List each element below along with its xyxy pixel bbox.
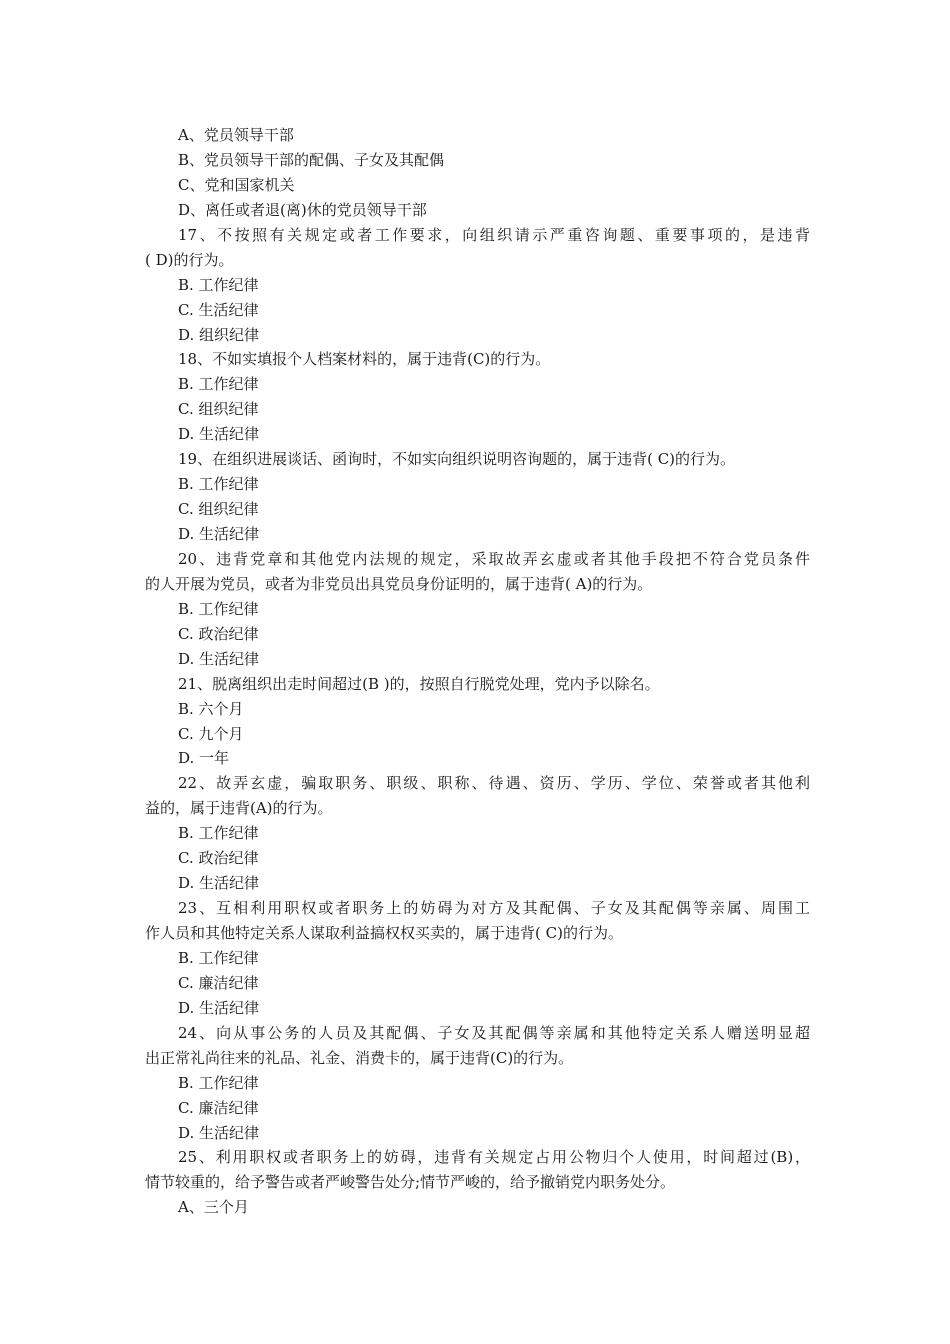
answer-option: B. 工作纪律: [178, 824, 259, 843]
question-continuation: 情节较重的，给予警告或者严峻警告处分;情节严峻的，给予撤销党内职务处分。: [145, 1173, 676, 1192]
answer-option: B. 工作纪律: [178, 475, 259, 494]
answer-option: D. 生活纪律: [178, 998, 260, 1017]
answer-option: D. 生活纪律: [178, 874, 260, 893]
answer-option: D. 一年: [178, 749, 230, 768]
answer-option: B. 工作纪律: [178, 599, 259, 618]
question-line: 17、不按照有关规定或者工作要求，向组织请示严重咨询题、重要事项的，是违背: [178, 225, 810, 244]
question-line: 23、互相利用职权或者职务上的妨碍为对方及其配偶、子女及其配偶等亲属、周围工: [178, 899, 810, 918]
answer-option: B. 工作纪律: [178, 1073, 259, 1092]
answer-option: C. 政治纪律: [178, 624, 259, 643]
answer-option: D. 生活纪律: [178, 649, 260, 668]
answer-option: C. 组织纪律: [178, 500, 259, 519]
question-line: 25、利用职权或者职务上的妨碍，违背有关规定占用公物归个人使用，时间超过(B)，: [178, 1148, 810, 1167]
answer-option: C. 政治纪律: [178, 849, 259, 868]
answer-option: D. 生活纪律: [178, 525, 260, 543]
answer-option: C. 组织纪律: [178, 400, 259, 419]
answer-option: C. 廉洁纪律: [178, 973, 259, 992]
question-line: 19、在组织进展谈话、函询时，不如实向组织说明咨询题的，属于违背( C)的行为。: [178, 450, 736, 469]
answer-option: B. 工作纪律: [178, 375, 259, 394]
answer-option: B. 六个月: [178, 699, 244, 718]
question-line: 24、向从事公务的人员及其配偶、子女及其配偶等亲属和其他特定关系人赠送明显超: [178, 1023, 810, 1042]
question-continuation: 益的，属于违背(A)的行为。: [145, 799, 333, 818]
answer-option: D. 组织纪律: [178, 325, 260, 344]
answer-option: C. 生活纪律: [178, 300, 259, 319]
answer-option: B. 工作纪律: [178, 948, 259, 967]
question-line: 21、脱离组织出走时间超过(B )的，按照自行脱党处理，党内予以除名。: [178, 674, 660, 693]
answer-option: D. 生活纪律: [178, 425, 260, 444]
answer-option: B. 工作纪律: [178, 275, 259, 294]
question-continuation: 出正常礼尚往来的礼品、礼金、消费卡的，属于违背(C)的行为。: [145, 1048, 574, 1067]
answer-option: C. 九个月: [178, 724, 244, 743]
answer-option: D、离任或者退(离)休的党员领导干部: [178, 200, 427, 219]
answer-option: C、党和国家机关: [178, 175, 295, 194]
question-continuation: 的人开展为党员，或者为非党员出具党员身份证明的，属于违背( A)的行为。: [145, 574, 653, 593]
question-line: 20、违背党章和其他党内法规的规定，采取故弄玄虚或者其他手段把不符合党员条件: [178, 549, 810, 568]
answer-option: B、党员领导干部的配偶、子女及其配偶: [178, 150, 445, 169]
answer-option: A、党员领导干部: [178, 126, 294, 144]
question-line: 18、不如实填报个人档案材料的，属于违背(C)的行为。: [178, 350, 551, 369]
answer-option: D. 生活纪律: [178, 1123, 260, 1142]
question-continuation: ( D)的行为。: [145, 250, 234, 269]
answer-option: C. 廉洁纪律: [178, 1098, 259, 1117]
question-continuation: 作人员和其他特定关系人谋取利益搞权权买卖的，属于违背( C)的行为。: [145, 924, 623, 942]
question-line: 22、故弄玄虚，骗取职务、职级、职称、待遇、资历、学历、学位、荣誉或者其他利: [178, 774, 810, 793]
document-body: [145, 123, 810, 1220]
answer-option: A、三个月: [178, 1198, 249, 1217]
